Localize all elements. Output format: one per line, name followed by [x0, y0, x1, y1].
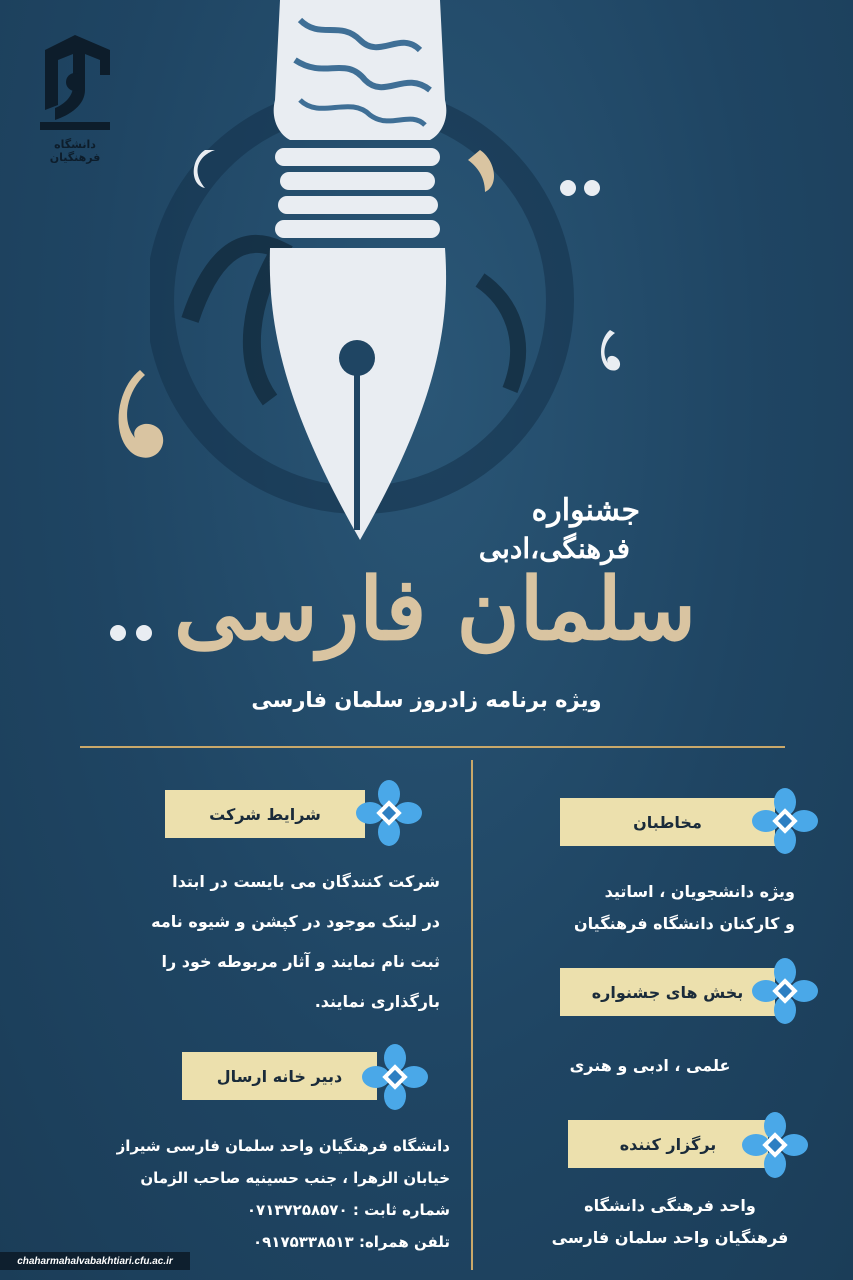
secretariat-line: شماره ثابت : ۰۷۱۳۷۲۵۸۵۷۰: [246, 1201, 450, 1219]
heading-secretariat: [182, 1052, 377, 1100]
fountain-pen-icon: [150, 0, 600, 560]
title-line2: فرهنگی،ادبی: [478, 532, 630, 565]
conditions-line: در لینک موجود در کپشن و شیوه نامه: [151, 912, 440, 931]
heading-organizer-label: برگزار کننده: [619, 1134, 717, 1154]
heading-secretariat-label: دبیر خانه ارسال: [216, 1066, 343, 1086]
heading-categories: [560, 968, 775, 1016]
flower-icon: [752, 788, 818, 854]
decor-dot: [560, 180, 576, 196]
secretariat-line: تلفن همراه: ۰۹۱۷۵۳۳۸۵۱۳: [253, 1233, 450, 1251]
heading-audience-label: مخاطبان: [633, 812, 702, 832]
divider-vertical: [471, 760, 473, 1270]
organizer-line: واحد فرهنگی دانشگاه: [584, 1196, 756, 1215]
organizer-text: [520, 1190, 820, 1254]
secretariat-line: خیابان الزهرا ، جنب حسینیه صاحب الزمان: [140, 1169, 450, 1187]
subtitle: ویژه برنامه زادروز سلمان فارسی: [251, 688, 602, 712]
quote-mark-icon: [100, 360, 180, 490]
title-line1: جشنواره: [531, 493, 640, 528]
logo-caption: دانشگاه فرهنگیان: [49, 138, 101, 164]
decor-dot: [584, 180, 600, 196]
conditions-line: شرکت کنندگان می بایست در ابتدا: [172, 872, 440, 891]
audience-line: و کارکنان دانشگاه فرهنگیان: [574, 914, 795, 933]
divider-horizontal: [80, 746, 785, 748]
flower-icon: [356, 780, 422, 846]
conditions-line: بارگذاری نمایند.: [314, 992, 440, 1011]
conditions-line: ثبت نام نمایند و آثار مربوطه خود را: [161, 952, 440, 971]
audience-text: [500, 876, 795, 940]
logo-emblem-icon: [30, 30, 120, 140]
heading-conditions: [165, 790, 365, 838]
categories-line: علمی ، ادبی و هنری: [569, 1056, 731, 1075]
flower-icon: [742, 1112, 808, 1178]
flower-icon: [362, 1044, 428, 1110]
title-main: سلمان فارسی: [173, 559, 697, 660]
conditions-text: [100, 862, 440, 1022]
organizer-line: فرهنگیان واحد سلمان فارسی: [551, 1228, 789, 1247]
heading-audience: [560, 798, 775, 846]
festival-title: [100, 480, 760, 670]
categories-text: [520, 1050, 780, 1082]
footer-url[interactable]: chaharmahalvabakhtiari.cfu.ac.ir: [0, 1252, 190, 1270]
secretariat-text: [40, 1130, 450, 1258]
heading-categories-label: بخش های جشنواره: [591, 982, 744, 1002]
flower-icon: [752, 958, 818, 1024]
heading-conditions-label: شرایط شرکت: [209, 804, 321, 824]
secretariat-line: دانشگاه فرهنگیان واحد سلمان فارسی شیراز: [116, 1137, 450, 1155]
audience-line: ویژه دانشجویان ، اساتید: [604, 882, 795, 901]
heading-organizer: [568, 1120, 768, 1168]
quote-mark-icon: [595, 325, 625, 385]
